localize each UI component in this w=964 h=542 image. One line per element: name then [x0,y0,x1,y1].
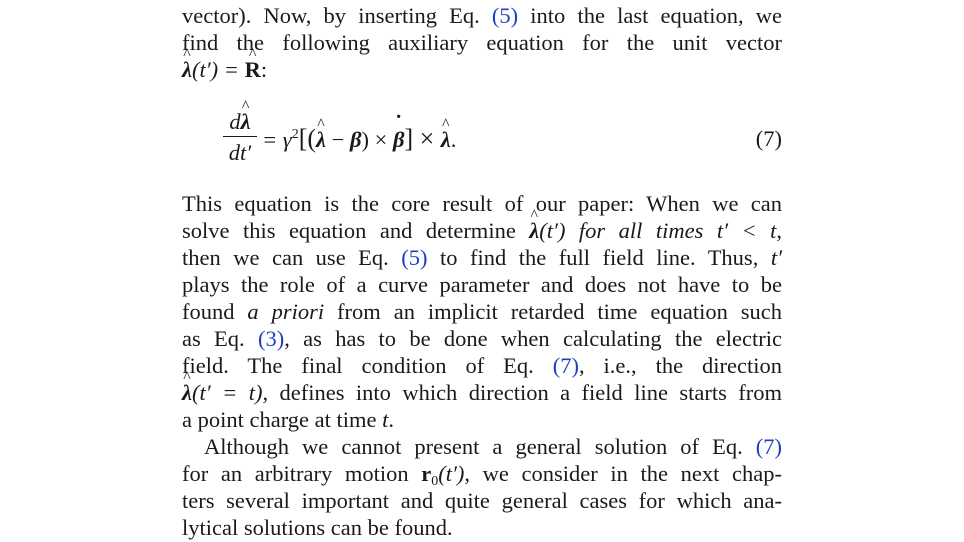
text-span: for an arbitrary motion [182,461,422,486]
text-line [182,514,782,541]
lambda-hat-symbol: λ ^ [182,56,192,83]
math-superscript: 2 [291,127,299,142]
text-span: : [260,57,268,82]
text-span: This equation is the core result of our paper: When we can [182,191,782,216]
math-span: t′ < t [716,218,777,243]
text-span: . [388,407,395,432]
math-subscript: 0 [431,474,439,489]
text-line [182,406,782,433]
math-span: (t′) for all times [539,218,717,243]
text-span: vector). Now, by inserting Eq. [182,3,492,28]
equation-link[interactable]: (7) [755,434,782,459]
equation-link[interactable]: (5) [401,245,428,270]
text-line [182,244,782,271]
math-span: t [382,407,389,432]
text-span: into the last equation, we [518,3,782,28]
math-span: d [229,109,241,134]
math-span: [( [298,124,317,153]
text-line [182,460,782,487]
math-span: = γ [262,127,292,152]
text-span: found [182,299,248,324]
equation-link[interactable]: (5) [491,3,519,28]
lambda-hat-symbol: λ ^ [316,125,326,155]
text-span: plays the role of a curve parameter and does not have to be [182,272,782,297]
math-span: t′ [770,245,782,270]
text-span: find the following auxiliary equation for the unit vector [182,30,782,55]
lambda-hat-symbol: λ ^ [241,108,251,136]
display-equation [222,108,782,170]
equation-rhs [262,124,456,155]
math-span: ] × [404,124,441,153]
text-line [182,379,782,406]
equation-fraction [222,108,258,165]
text-line [182,2,782,29]
text-span: lytical solutions can be found. [182,515,453,540]
text-span: a point charge at time [182,407,383,432]
text-line [182,217,782,244]
text-span: ters several important and quite general cases for which ana- [182,488,782,513]
math-span: ) × [361,127,393,152]
text-line [182,325,782,352]
text-span: Although we cannot present a general solution of Eq. [204,434,756,459]
text-span: field. The final condition of Eq. [182,353,553,378]
italic-span: a priori [247,299,325,324]
math-span: (t′) [438,461,465,486]
text-span: , as has to be done when calculating the electric [284,326,782,351]
equation-link[interactable]: (7) [552,353,579,378]
text-span: , we consider in the next chap- [464,461,782,486]
math-span: (t′ = t) [192,380,263,405]
text-line [182,56,782,83]
text-span: , defines into which direction a field line starts from [262,380,783,405]
math-span: (t′) = [192,57,245,82]
lambda-hat-symbol: λ ^ [441,125,451,155]
beta-dot-symbol: β ˙ [393,125,405,155]
fraction-numerator [222,108,258,136]
text-line [182,271,782,298]
beta-symbol: β [349,127,362,152]
equation-number: (7) [755,126,782,151]
lambda-hat-symbol: λ ^ [529,217,539,244]
text-span: , [776,218,783,243]
math-span: . [450,127,457,152]
text-line [182,29,782,56]
text-span: from an implicit retarded time equation such [324,299,782,324]
fraction-denominator: dt′ [228,140,252,165]
text-line [204,433,782,460]
r-hat-symbol: R ^ [245,56,261,83]
text-span: solve this equation and determine [182,218,530,243]
text-span: as Eq. [182,326,258,351]
text-span: then we can use Eq. [182,245,402,270]
text-line [182,352,782,379]
text-span: , i.e., the direction [578,353,782,378]
text-line [182,190,782,217]
lambda-hat-symbol: λ ^ [182,379,192,406]
math-span: − [326,127,350,152]
text-span: to find the full field line. Thus, [427,245,771,270]
r-vector-symbol: r [421,461,432,486]
text-line [182,298,782,325]
equation-link[interactable]: (3) [257,326,285,351]
text-line [182,487,782,514]
